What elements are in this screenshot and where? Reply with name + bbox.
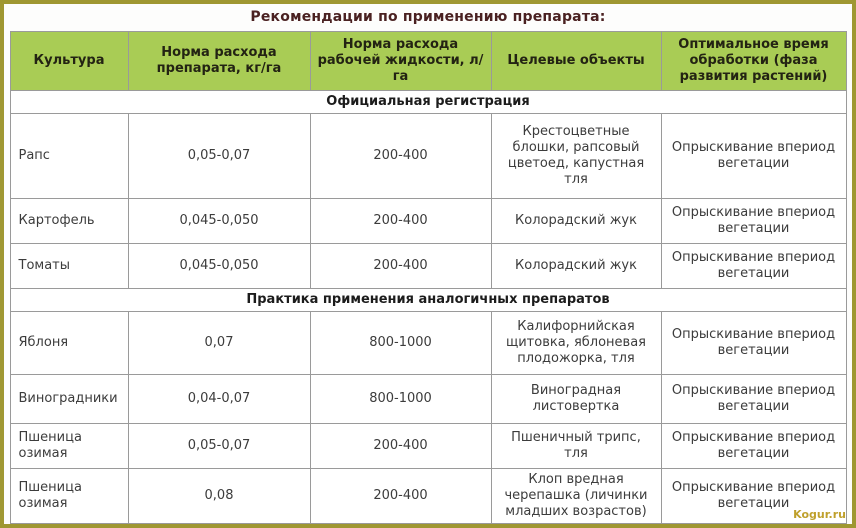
table-cell-timing: Опрыскивание впериод вегетации [661, 114, 846, 199]
table-cell-targets: Пшеничный трипс, тля [491, 424, 661, 469]
column-header-culture: Культура [10, 32, 128, 91]
table-cell-targets: Крестоцветные блошки, рапсовый цветоед, капустная тля [491, 114, 661, 199]
table-row [10, 114, 846, 199]
watermark: Kogur.ru [793, 508, 846, 521]
table-cell-targets: Виноградная листовертка [491, 375, 661, 424]
table-cell-timing: Опрыскивание впериод вегетации [661, 312, 846, 375]
table-cell-targets: Колорадский жук [491, 244, 661, 289]
table-cell-culture: Яблоня [10, 312, 128, 375]
table-cell-targets: Колорадский жук [491, 199, 661, 244]
column-header-targets: Целевые объекты [491, 32, 661, 91]
table-cell-liquid: 200-400 [310, 469, 491, 524]
table-row [10, 424, 846, 469]
table-cell-targets: Калифорнийская щитовка, яблоневая плодожорка, тля [491, 312, 661, 375]
table-cell-timing: Опрыскивание впериод вегетации [661, 199, 846, 244]
table-cell-culture: Томаты [10, 244, 128, 289]
table-row [10, 244, 846, 289]
table-cell-timing: Опрыскивание впериод вегетации [661, 469, 846, 524]
column-header-timing: Оптимальное время обработки (фаза развития растений) [661, 32, 846, 91]
section-row [10, 289, 846, 312]
table-cell-dose: 0,04-0,07 [128, 375, 310, 424]
table-row [10, 469, 846, 524]
column-header-liquid: Норма расхода рабочей жидкости, л/га [310, 32, 491, 91]
table-cell-culture: Картофель [10, 199, 128, 244]
table-row [10, 199, 846, 244]
table-cell-liquid: 200-400 [310, 424, 491, 469]
table-cell-liquid: 200-400 [310, 244, 491, 289]
table-row [10, 312, 846, 375]
table-cell-culture: Пшеница озимая [10, 469, 128, 524]
table-cell-timing: Опрыскивание впериод вегетации [661, 424, 846, 469]
table-cell-dose: 0,045-0,050 [128, 199, 310, 244]
table-cell-liquid: 800-1000 [310, 375, 491, 424]
recommendations-table [10, 31, 847, 524]
table-cell-culture: Пшеница озимая [10, 424, 128, 469]
section-header-official: Официальная регистрация [10, 91, 846, 114]
header-row [10, 32, 846, 91]
section-row [10, 91, 846, 114]
column-header-dose: Норма расхода препарата, кг/га [128, 32, 310, 91]
page-title: Рекомендации по применению препарата: [250, 9, 606, 25]
table-cell-targets: Клоп вредная черепашка (личинки младших возрастов) [491, 469, 661, 524]
table-cell-dose: 0,08 [128, 469, 310, 524]
table-cell-timing: Опрыскивание впериод вегетации [661, 244, 846, 289]
table-cell-liquid: 200-400 [310, 199, 491, 244]
table-cell-dose: 0,045-0,050 [128, 244, 310, 289]
table-cell-timing: Опрыскивание впериод вегетации [661, 375, 846, 424]
table-cell-dose: 0,07 [128, 312, 310, 375]
table-cell-culture: Рапс [10, 114, 128, 199]
table-cell-culture: Виноградники [10, 375, 128, 424]
table-cell-dose: 0,05-0,07 [128, 424, 310, 469]
section-header-practice: Практика применения аналогичных препаратов [10, 289, 846, 312]
table-cell-liquid: 200-400 [310, 114, 491, 199]
table-row [10, 375, 846, 424]
table-cell-dose: 0,05-0,07 [128, 114, 310, 199]
table-cell-liquid: 800-1000 [310, 312, 491, 375]
